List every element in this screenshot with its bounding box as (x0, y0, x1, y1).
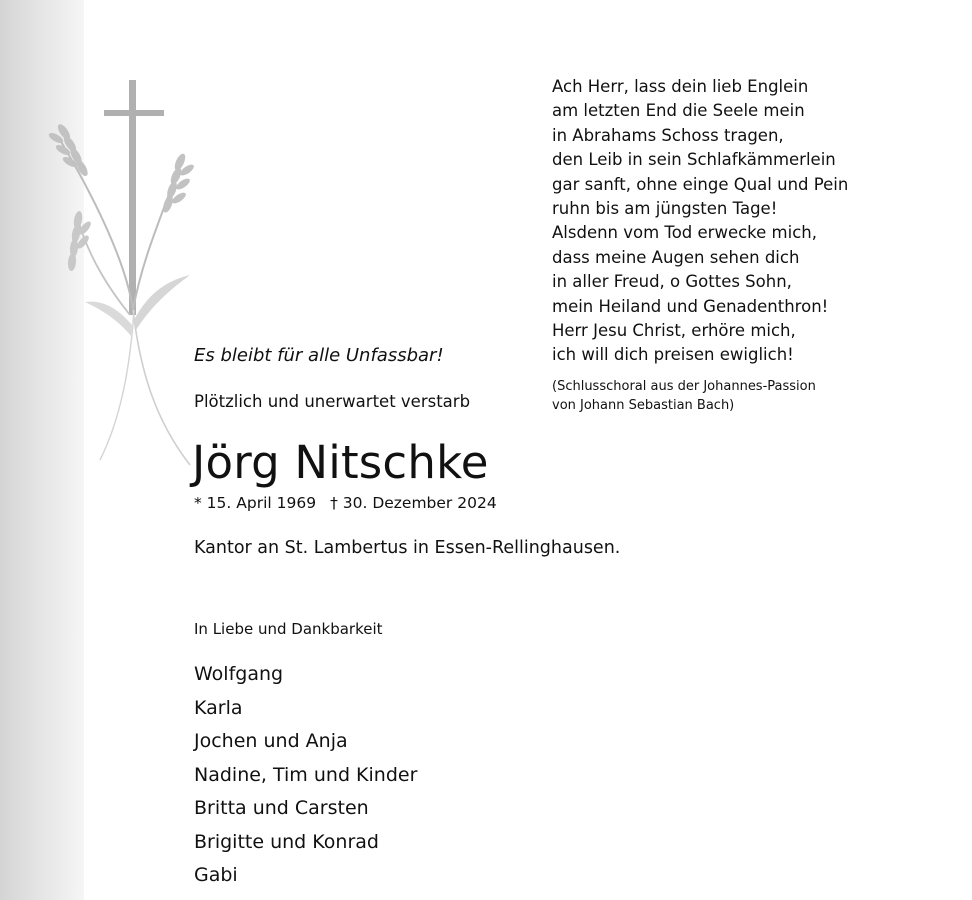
poem-source-line: von Johann Sebastian Bach) (552, 398, 735, 413)
mourner: Wolfgang (194, 663, 284, 685)
mourner: Britta und Carsten (194, 797, 369, 819)
deceased-name: Jörg Nitschke (192, 436, 489, 489)
poem-line: Alsdenn vom Tod erwecke mich, (552, 223, 817, 243)
mourner: Jochen und Anja (194, 730, 348, 752)
poem-line: in aller Freud, o Gottes Sohn, (552, 272, 792, 292)
poem-line: in Abrahams Schoss tragen, (552, 125, 784, 145)
poem-source-line: (Schlusschoral aus der Johannes-Passion (552, 379, 816, 394)
poem-line: ruhn bis am jüngsten Tage! (552, 199, 778, 219)
tagline: Es bleibt für alle Unfassbar! (194, 345, 444, 366)
intro-text: Plötzlich und unerwartet verstarb (194, 392, 471, 411)
mourner: Gabi (194, 864, 238, 886)
birth-date: * 15. April 1969 (194, 494, 317, 512)
mourner: Nadine, Tim und Kinder (194, 763, 418, 786)
poem-line: den Leib in sein Schlafkämmerlein (552, 150, 836, 170)
mourner: Karla (194, 696, 243, 719)
closing-text: In Liebe und Dankbarkeit (194, 620, 383, 638)
poem-line: ich will dich preisen ewiglich! (552, 345, 794, 365)
poem-source (552, 377, 962, 415)
cross-with-wheat-icon (30, 70, 220, 490)
poem-line: mein Heiland und Genadenthron! (552, 296, 829, 316)
poem-line: Herr Jesu Christ, erhöre mich, (552, 321, 796, 341)
poem-line: am letzten End die Seele mein (552, 101, 805, 121)
poem (552, 75, 962, 368)
mourner: Brigitte und Konrad (194, 830, 379, 853)
death-date: † 30. Dezember 2024 (330, 494, 497, 512)
role-text: Kantor an St. Lambertus in Essen-Rellinghausen. (194, 538, 621, 558)
mourners-list (194, 658, 417, 893)
poem-line: gar sanft, ohne einge Qual und Pein (552, 174, 849, 194)
life-dates (194, 494, 497, 512)
poem-line: dass meine Augen sehen dich (552, 247, 800, 267)
poem-line: Ach Herr, lass dein lieb Englein (552, 77, 809, 96)
